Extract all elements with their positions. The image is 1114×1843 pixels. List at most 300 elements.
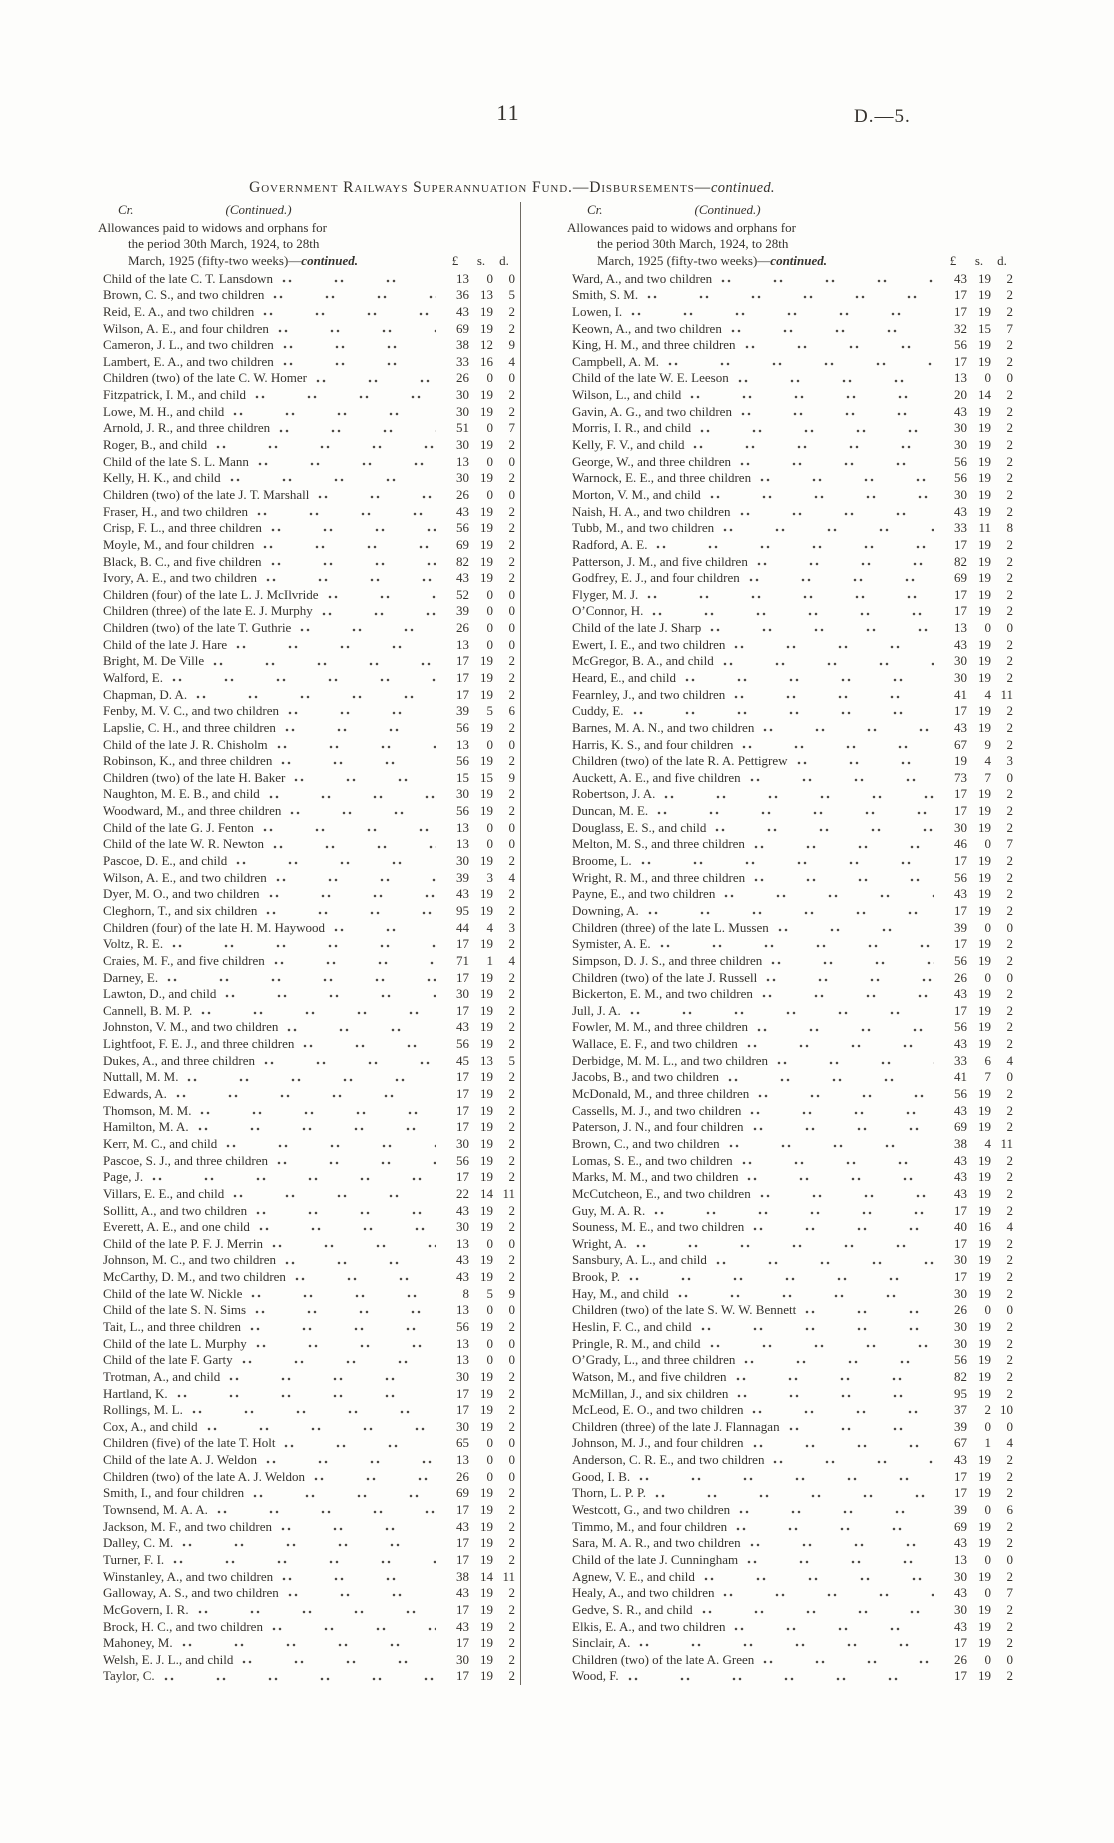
amount-pounds: 17 bbox=[456, 1635, 469, 1651]
entry-row bbox=[565, 1369, 1013, 1386]
amount-pounds: 43 bbox=[954, 1102, 967, 1118]
entry-name: Child of the late S. N. Sims bbox=[103, 1302, 246, 1318]
amount-pounds: 17 bbox=[456, 1119, 469, 1135]
amount-pounds: 30 bbox=[456, 1135, 469, 1151]
amount-pounds: 30 bbox=[954, 420, 967, 436]
entry-name: Marks, M. M., and two children bbox=[572, 1169, 739, 1185]
amount-pence: 2 bbox=[508, 1119, 515, 1135]
amount-shillings: 19 bbox=[978, 1618, 991, 1634]
amount-pence: 2 bbox=[1006, 1601, 1013, 1617]
entry-name: Lowe, M. H., and child bbox=[103, 403, 225, 419]
dot-leader bbox=[190, 1402, 436, 1419]
amount-pounds: 20 bbox=[954, 387, 967, 403]
amount-pence: 6 bbox=[1006, 1502, 1013, 1518]
entry-row bbox=[96, 354, 515, 371]
entry-name: Black, B. C., and five children bbox=[103, 553, 262, 569]
entry-row bbox=[96, 321, 515, 338]
entry-row bbox=[565, 836, 1013, 853]
entry-row bbox=[96, 370, 515, 387]
amount-shillings: 19 bbox=[978, 902, 991, 918]
entry-name: Naish, H. A., and two children bbox=[572, 503, 731, 519]
amount-pounds: 43 bbox=[456, 1252, 469, 1268]
dot-leader bbox=[267, 886, 436, 903]
entry-row bbox=[96, 687, 515, 704]
dot-leader bbox=[787, 1419, 934, 1436]
dot-leader bbox=[721, 520, 934, 537]
amount-pence: 0 bbox=[508, 486, 515, 502]
entry-name: Radford, A. E. bbox=[572, 536, 648, 552]
amount-pounds: 17 bbox=[456, 936, 469, 952]
amount-pence: 0 bbox=[1006, 919, 1013, 935]
entry-name: Fowler, M. M., and three children bbox=[572, 1019, 749, 1035]
amount-pounds: 17 bbox=[954, 586, 967, 602]
amount-shillings: 19 bbox=[978, 786, 991, 802]
amount-pounds: 30 bbox=[954, 653, 967, 669]
entry-row bbox=[96, 1485, 515, 1502]
entry-row bbox=[96, 287, 515, 304]
entry-name: Jull, J. A. bbox=[572, 1002, 621, 1018]
amount-pounds: 30 bbox=[456, 853, 469, 869]
amount-pounds: 17 bbox=[954, 786, 967, 802]
entry-name: Thomson, M. M. bbox=[103, 1102, 192, 1118]
amount-pounds: 69 bbox=[954, 1119, 967, 1135]
dot-leader bbox=[776, 920, 934, 937]
amount-pence: 0 bbox=[1006, 969, 1013, 985]
dot-leader bbox=[286, 1585, 436, 1602]
entry-name: Campbell, A. M. bbox=[572, 353, 660, 369]
dot-leader bbox=[760, 986, 934, 1003]
amount-pounds: 56 bbox=[954, 1352, 967, 1368]
amount-shillings: 19 bbox=[480, 570, 493, 586]
dot-leader bbox=[165, 970, 436, 987]
amount-pence: 2 bbox=[1006, 1269, 1013, 1285]
entry-row bbox=[565, 953, 1013, 970]
dot-leader bbox=[227, 1369, 436, 1386]
amount-shillings: 19 bbox=[480, 1202, 493, 1218]
amount-shillings: 2 bbox=[984, 1402, 991, 1418]
amount-pence: 2 bbox=[1006, 1185, 1013, 1201]
amount-pence: 0 bbox=[508, 1352, 515, 1368]
dot-leader bbox=[326, 587, 436, 604]
entry-row bbox=[96, 1435, 515, 1452]
amount-pence: 2 bbox=[508, 786, 515, 802]
amount-pounds: 17 bbox=[954, 303, 967, 319]
dot-leader bbox=[738, 504, 934, 521]
dot-leader bbox=[637, 1635, 934, 1652]
amount-shillings: 0 bbox=[486, 636, 493, 652]
amount-shillings: 0 bbox=[984, 370, 991, 386]
entry-row bbox=[96, 487, 515, 504]
shillings-header: s. bbox=[476, 252, 486, 268]
amount-pence: 2 bbox=[508, 1102, 515, 1118]
amount-pounds: 26 bbox=[456, 370, 469, 386]
entry-row bbox=[96, 1003, 515, 1020]
entry-name: Reid, E. A., and two children bbox=[103, 303, 255, 319]
dot-leader bbox=[215, 1502, 436, 1519]
dot-leader bbox=[271, 836, 436, 853]
dot-leader bbox=[256, 454, 436, 471]
amount-pounds: 95 bbox=[954, 1385, 967, 1401]
dot-leader bbox=[231, 404, 436, 421]
dot-leader bbox=[240, 1352, 436, 1369]
amount-shillings: 19 bbox=[978, 803, 991, 819]
entry-name: O’Connor, H. bbox=[572, 603, 644, 619]
amount-shillings: 19 bbox=[978, 586, 991, 602]
amount-pence: 2 bbox=[1006, 1368, 1013, 1384]
amount-shillings: 19 bbox=[480, 1418, 493, 1434]
amount-shillings: 19 bbox=[978, 453, 991, 469]
entry-row bbox=[96, 420, 515, 437]
entry-row bbox=[96, 587, 515, 604]
entry-name: Warnock, E. E., and three children bbox=[572, 470, 752, 486]
dot-leader bbox=[255, 504, 436, 521]
entry-row bbox=[96, 387, 515, 404]
entry-name: Pascoe, D. E., and child bbox=[103, 853, 228, 869]
amount-pence: 11 bbox=[502, 1568, 515, 1584]
dot-leader bbox=[761, 720, 934, 737]
amount-shillings: 11 bbox=[978, 520, 991, 536]
entry-name: Wright, R. M., and three children bbox=[572, 869, 746, 885]
amount-shillings: 19 bbox=[480, 1269, 493, 1285]
amount-shillings: 19 bbox=[480, 536, 493, 552]
amount-pence: 2 bbox=[1006, 420, 1013, 436]
entry-row bbox=[96, 853, 515, 870]
amount-pence: 2 bbox=[508, 886, 515, 902]
amount-pounds: 73 bbox=[954, 769, 967, 785]
entry-name: Everett, A. E., and one child bbox=[103, 1219, 250, 1235]
cr-label: Cr. bbox=[118, 202, 134, 217]
dot-leader bbox=[272, 953, 436, 970]
amount-pence: 11 bbox=[1000, 686, 1013, 702]
entry-row bbox=[96, 670, 515, 687]
dot-leader bbox=[748, 770, 934, 787]
amount-pounds: 39 bbox=[954, 1502, 967, 1518]
amount-pence: 2 bbox=[1006, 1452, 1013, 1468]
amount-pence: 2 bbox=[1006, 1568, 1013, 1584]
entry-name: Fitzpatrick, I. M., and child bbox=[103, 387, 246, 403]
two-column-table bbox=[96, 202, 1013, 1685]
amount-shillings: 19 bbox=[978, 719, 991, 735]
amount-shillings: 19 bbox=[978, 1668, 991, 1684]
entry-row bbox=[96, 1252, 515, 1269]
amount-shillings: 19 bbox=[480, 753, 493, 769]
amount-pence: 2 bbox=[1006, 437, 1013, 453]
amount-shillings: 19 bbox=[480, 686, 493, 702]
amount-pounds: 26 bbox=[954, 1651, 967, 1667]
entry-row bbox=[96, 986, 515, 1003]
amount-pence: 2 bbox=[1006, 1352, 1013, 1368]
entry-row bbox=[565, 1569, 1013, 1586]
amount-shillings: 19 bbox=[480, 1135, 493, 1151]
entry-name: Lapslie, C. H., and three children bbox=[103, 719, 276, 735]
entry-name: Page, J. bbox=[103, 1169, 144, 1185]
dot-leader bbox=[655, 803, 934, 820]
entry-name: Wilson, A. E., and four children bbox=[103, 320, 269, 336]
amount-pounds: 56 bbox=[954, 869, 967, 885]
entry-name: Children (two) of the late J. T. Marshall bbox=[103, 486, 310, 502]
entry-name: Child of the late J. R. Chisholm bbox=[103, 736, 268, 752]
amount-shillings: 6 bbox=[984, 1052, 991, 1068]
amount-shillings: 19 bbox=[480, 1618, 493, 1634]
amount-shillings: 19 bbox=[480, 1219, 493, 1235]
page-title-main: Government Railways Superannuation Fund.—Disbursements— bbox=[249, 179, 712, 196]
entry-name: Child of the late W. E. Leeson bbox=[572, 370, 729, 386]
amount-pence: 6 bbox=[508, 703, 515, 719]
entry-row bbox=[565, 1286, 1013, 1303]
entry-name: Dyer, M. O., and two children bbox=[103, 886, 260, 902]
amount-pounds: 17 bbox=[456, 969, 469, 985]
amount-shillings: 19 bbox=[978, 1235, 991, 1251]
dot-leader bbox=[234, 853, 436, 870]
amount-pence: 5 bbox=[508, 1052, 515, 1068]
amount-pounds: 41 bbox=[954, 686, 967, 702]
amount-pounds: 17 bbox=[954, 1485, 967, 1501]
entry-name: Pascoe, S. J., and three children bbox=[103, 1152, 268, 1168]
entry-row bbox=[96, 1203, 515, 1220]
intro-line: March, 1925 (fifty-two weeks)— bbox=[597, 252, 771, 268]
entry-row bbox=[96, 504, 515, 521]
entry-row bbox=[565, 870, 1013, 887]
amount-pounds: 17 bbox=[954, 902, 967, 918]
amount-pounds: 13 bbox=[456, 819, 469, 835]
entry-row bbox=[96, 1652, 515, 1669]
entry-name: Guy, M. A. R. bbox=[572, 1202, 646, 1218]
dot-leader bbox=[713, 820, 934, 837]
entry-row bbox=[96, 1585, 515, 1602]
amount-pence: 2 bbox=[508, 1086, 515, 1102]
entry-row bbox=[96, 554, 515, 571]
entry-name: Winstanley, A., and two children bbox=[103, 1568, 274, 1584]
dot-leader bbox=[752, 836, 934, 853]
dot-leader bbox=[775, 1053, 934, 1070]
entry-row bbox=[96, 537, 515, 554]
dot-leader bbox=[691, 437, 934, 454]
entry-row bbox=[565, 603, 1013, 620]
amount-pounds: 17 bbox=[456, 1551, 469, 1567]
entry-row bbox=[565, 337, 1013, 354]
entry-row bbox=[96, 1452, 515, 1469]
amount-shillings: 19 bbox=[480, 1385, 493, 1401]
entry-row bbox=[96, 1519, 515, 1536]
entry-row bbox=[565, 470, 1013, 487]
entry-row bbox=[565, 1452, 1013, 1469]
amount-shillings: 5 bbox=[486, 1285, 493, 1301]
dot-leader bbox=[162, 1668, 436, 1685]
amount-shillings: 19 bbox=[978, 670, 991, 685]
amount-pounds: 13 bbox=[456, 1335, 469, 1351]
entry-name: Children (three) of the late J. Flannagan bbox=[572, 1418, 780, 1434]
amount-pence: 2 bbox=[508, 520, 515, 536]
amount-shillings: 19 bbox=[480, 653, 493, 669]
entry-name: Downing, A. bbox=[572, 902, 639, 918]
amount-pence: 2 bbox=[1006, 1202, 1013, 1218]
dot-leader bbox=[732, 637, 934, 654]
amount-pounds: 17 bbox=[954, 1202, 967, 1218]
amount-pounds: 17 bbox=[954, 1635, 967, 1651]
amount-pence: 2 bbox=[508, 1169, 515, 1185]
amount-pence: 0 bbox=[1006, 1551, 1013, 1567]
amount-shillings: 19 bbox=[978, 420, 991, 436]
amount-pence: 0 bbox=[508, 1235, 515, 1251]
pence-header: d. bbox=[499, 252, 509, 268]
entry-name: Gedve, S. R., and child bbox=[572, 1601, 693, 1617]
amount-pence: 0 bbox=[508, 819, 515, 835]
amount-shillings: 19 bbox=[480, 470, 493, 486]
amount-shillings: 19 bbox=[480, 1086, 493, 1102]
amount-shillings: 19 bbox=[978, 1535, 991, 1551]
amount-shillings: 19 bbox=[480, 1152, 493, 1168]
entry-name: Craies, M. F., and five children bbox=[103, 952, 265, 968]
entry-row bbox=[96, 304, 515, 321]
amount-shillings: 19 bbox=[978, 1485, 991, 1501]
amount-shillings: 19 bbox=[480, 1585, 493, 1601]
dot-leader bbox=[755, 1019, 934, 1036]
amount-pounds: 43 bbox=[954, 1152, 967, 1168]
amount-pence: 2 bbox=[508, 670, 515, 685]
amount-pence: 2 bbox=[508, 902, 515, 918]
dot-leader bbox=[737, 1502, 934, 1519]
amount-pounds: 17 bbox=[456, 1502, 469, 1518]
entry-row bbox=[565, 554, 1013, 571]
amount-pence: 2 bbox=[1006, 819, 1013, 835]
amount-shillings: 19 bbox=[978, 1152, 991, 1168]
amount-shillings: 19 bbox=[480, 1019, 493, 1035]
amount-shillings: 19 bbox=[480, 303, 493, 319]
entry-row bbox=[565, 1502, 1013, 1519]
amount-pence: 2 bbox=[1006, 353, 1013, 369]
cr-label: Cr. bbox=[587, 202, 603, 217]
amount-pence: 2 bbox=[508, 1019, 515, 1035]
entry-row bbox=[565, 803, 1013, 820]
entry-name: Sinclair, A. bbox=[572, 1635, 631, 1651]
entry-name: Arnold, J. R., and three children bbox=[103, 420, 271, 436]
dot-leader bbox=[282, 1435, 436, 1452]
entry-name: Smith, I., and four children bbox=[103, 1485, 245, 1501]
entry-name: Cox, A., and child bbox=[103, 1418, 198, 1434]
amount-pounds: 56 bbox=[456, 803, 469, 819]
dot-leader bbox=[270, 1619, 436, 1636]
entry-name: Souness, M. E., and two children bbox=[572, 1219, 745, 1235]
amount-pounds: 30 bbox=[954, 486, 967, 502]
dot-leader bbox=[699, 1319, 934, 1336]
amount-pounds: 39 bbox=[954, 919, 967, 935]
dot-leader bbox=[205, 1419, 436, 1436]
continued-label: (Continued.) bbox=[694, 202, 761, 217]
entry-name: Chapman, D. A. bbox=[103, 686, 188, 702]
amount-pounds: 30 bbox=[954, 1335, 967, 1351]
entry-row bbox=[565, 637, 1013, 654]
amount-shillings: 0 bbox=[984, 620, 991, 636]
entry-name: Melton, M. S., and three children bbox=[572, 836, 745, 852]
amount-shillings: 19 bbox=[978, 403, 991, 419]
entry-row bbox=[96, 1119, 515, 1136]
amount-pounds: 30 bbox=[954, 1601, 967, 1617]
amount-pence: 2 bbox=[1006, 1235, 1013, 1251]
amount-pounds: 82 bbox=[456, 553, 469, 569]
entry-name: Trotman, A., and child bbox=[103, 1368, 221, 1384]
dot-leader bbox=[264, 570, 436, 587]
entry-row bbox=[565, 920, 1013, 937]
entry-row bbox=[96, 1036, 515, 1053]
amount-pence: 2 bbox=[508, 503, 515, 519]
entry-name: Johnston, V. M., and two children bbox=[103, 1019, 279, 1035]
amount-pounds: 39 bbox=[456, 703, 469, 719]
entry-row bbox=[96, 1602, 515, 1619]
shillings-header: s. bbox=[974, 252, 984, 268]
amount-shillings: 19 bbox=[480, 1069, 493, 1085]
amount-pence: 2 bbox=[1006, 1518, 1013, 1534]
dot-leader bbox=[771, 1452, 934, 1469]
amount-pence: 2 bbox=[508, 1368, 515, 1384]
dot-leader bbox=[281, 337, 436, 354]
entry-row bbox=[565, 770, 1013, 787]
dot-leader bbox=[795, 753, 934, 770]
amount-shillings: 19 bbox=[480, 786, 493, 802]
entry-name: McCarthy, D. M., and two children bbox=[103, 1269, 286, 1285]
amount-pounds: 69 bbox=[456, 320, 469, 336]
entry-name: Duncan, M. E. bbox=[572, 803, 649, 819]
entry-row bbox=[565, 404, 1013, 421]
amount-shillings: 19 bbox=[480, 803, 493, 819]
entry-name: Children (three) of the late L. Mussen bbox=[572, 919, 769, 935]
amount-shillings: 19 bbox=[978, 1086, 991, 1102]
entry-name: Walford, E. bbox=[103, 670, 163, 685]
amount-shillings: 19 bbox=[978, 1119, 991, 1135]
entry-row bbox=[565, 520, 1013, 537]
dot-leader bbox=[269, 520, 436, 537]
amount-pence: 2 bbox=[1006, 570, 1013, 586]
amount-pence: 2 bbox=[1006, 1668, 1013, 1684]
amount-pence: 7 bbox=[1006, 836, 1013, 852]
dot-leader bbox=[727, 1136, 934, 1153]
amount-pence: 2 bbox=[508, 1668, 515, 1684]
entry-name: Tait, L., and three children bbox=[103, 1318, 242, 1334]
amount-pounds: 43 bbox=[954, 986, 967, 1002]
entry-row bbox=[96, 454, 515, 471]
entry-row bbox=[565, 387, 1013, 404]
amount-pounds: 43 bbox=[456, 1518, 469, 1534]
amount-shillings: 19 bbox=[480, 1036, 493, 1052]
dot-leader bbox=[726, 1069, 934, 1086]
dot-leader bbox=[180, 1535, 436, 1552]
amount-pounds: 13 bbox=[456, 836, 469, 852]
amount-pounds: 56 bbox=[954, 470, 967, 486]
amount-shillings: 19 bbox=[978, 553, 991, 569]
dot-leader bbox=[251, 1485, 436, 1502]
entry-name: Roger, B., and child bbox=[103, 437, 208, 453]
entry-row bbox=[565, 786, 1013, 803]
dot-leader bbox=[254, 1203, 436, 1220]
entry-name: Woodward, M., and three children bbox=[103, 803, 282, 819]
entry-name: Children (two) of the late S. W. W. Bennett bbox=[572, 1302, 797, 1318]
amount-pence: 10 bbox=[1000, 1402, 1013, 1418]
entry-name: Sara, M. A. R., and two children bbox=[572, 1535, 741, 1551]
entry-row bbox=[96, 653, 515, 670]
amount-shillings: 0 bbox=[486, 1435, 493, 1451]
dot-leader bbox=[708, 620, 934, 637]
entry-row bbox=[96, 1336, 515, 1353]
amount-shillings: 19 bbox=[978, 337, 991, 353]
amount-shillings: 0 bbox=[984, 919, 991, 935]
intro-line: March, 1925 (fifty-two weeks)— bbox=[128, 252, 302, 268]
amount-pence: 2 bbox=[1006, 1385, 1013, 1401]
amount-pounds: 69 bbox=[456, 536, 469, 552]
dot-leader bbox=[698, 420, 934, 437]
entry-row bbox=[96, 1103, 515, 1120]
amount-shillings: 19 bbox=[978, 636, 991, 652]
amount-pounds: 56 bbox=[456, 753, 469, 769]
amount-pence: 2 bbox=[1006, 1618, 1013, 1634]
